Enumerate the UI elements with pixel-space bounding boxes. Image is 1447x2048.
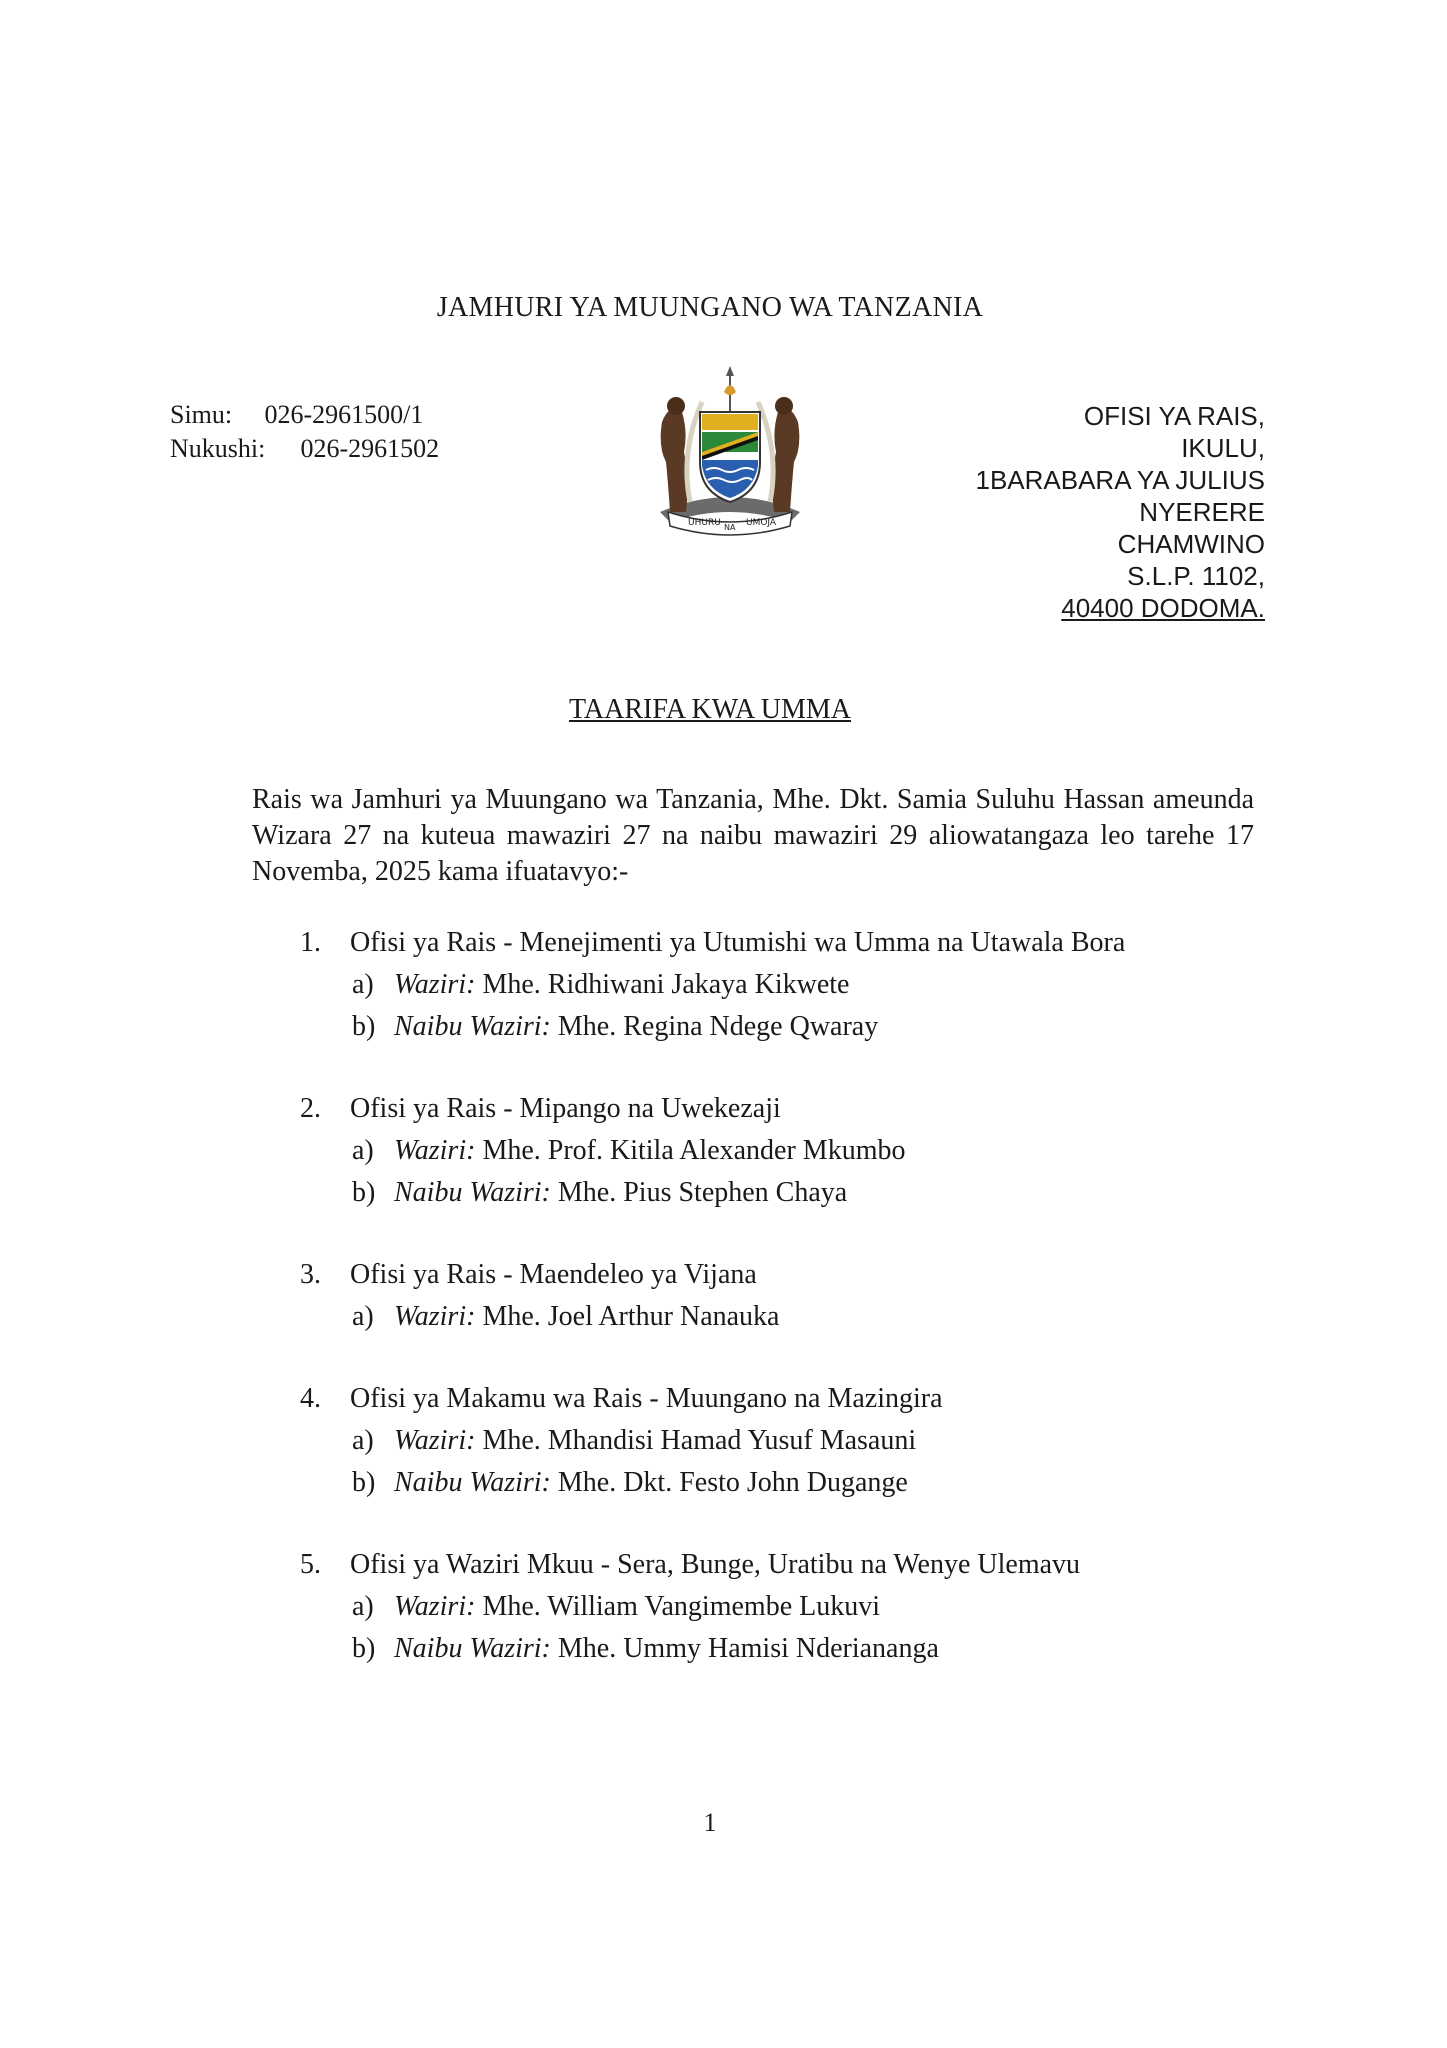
address-line: OFISI YA RAIS, — [1083, 401, 1265, 431]
ministry-item — [300, 1254, 1260, 1338]
ministry-heading — [300, 922, 1260, 964]
address-line: NYERERE — [1139, 497, 1265, 527]
appointee-name: Mhe. William Vangimembe Lukuvi — [482, 1591, 881, 1622]
fax-label: Nukushi: — [170, 434, 266, 463]
fax-row — [170, 432, 439, 466]
appointee-role: Naibu Waziri: — [394, 1177, 551, 1208]
motto-left: UHURU — [688, 518, 721, 528]
appointee-row — [300, 964, 1260, 1006]
appointee-name: Mhe. Ummy Hamisi Nderiananga — [557, 1633, 939, 1664]
appointee-role: Waziri: — [394, 1301, 476, 1332]
ministry-item — [300, 922, 1260, 1048]
appointee-name: Mhe. Dkt. Festo John Dugange — [557, 1467, 908, 1498]
ministry-item — [300, 1088, 1260, 1214]
appointee-letter: b) — [352, 1011, 376, 1042]
notice-title: TAARIFA KWA UMMA — [569, 694, 851, 725]
tanzania-coat-of-arms-icon — [640, 362, 820, 542]
appointee-row — [300, 1130, 1260, 1172]
appointee-letter: b) — [352, 1633, 376, 1664]
ministry-heading — [300, 1088, 1260, 1130]
appointee-role: Naibu Waziri: — [394, 1633, 551, 1664]
appointee-role: Naibu Waziri: — [394, 1467, 551, 1498]
appointee-role: Waziri: — [394, 1591, 476, 1622]
phone-label: Simu: — [170, 400, 233, 429]
appointee-row — [300, 1006, 1260, 1048]
appointee-letter: a) — [352, 969, 374, 1000]
appointee-name: Mhe. Ridhiwani Jakaya Kikwete — [482, 969, 850, 1000]
appointee-row — [300, 1462, 1260, 1504]
appointee-name: Mhe. Mhandisi Hamad Yusuf Masauni — [482, 1425, 917, 1456]
ministry-number: 2. — [300, 1093, 321, 1124]
document-header-title: JAMHURI YA MUUNGANO WA TANZANIA — [436, 292, 984, 323]
appointee-name: Mhe. Prof. Kitila Alexander Mkumbo — [482, 1135, 906, 1166]
appointee-role: Naibu Waziri: — [394, 1011, 551, 1042]
appointee-letter: a) — [352, 1591, 374, 1622]
appointee-name: Mhe. Pius Stephen Chaya — [557, 1177, 848, 1208]
ministry-heading — [300, 1254, 1260, 1296]
ministry-item — [300, 1378, 1260, 1504]
contact-block — [170, 398, 439, 466]
intro-paragraph: Rais wa Jamhuri ya Muungano wa Tanzania, Mhe. Dkt. Samia Suluhu Hassan ameunda Wizara 27 na kuteua mawaziri 27 na naibu mawaziri 29 aliowatangaza leo tarehe 17 Novemba, 2025 kama ifuatavyo:- — [252, 784, 1254, 887]
appointee-role: Waziri: — [394, 969, 476, 1000]
address-line: 1BARABARA YA JULIUS — [975, 465, 1265, 495]
ministry-name: Ofisi ya Rais - Mipango na Uwekezaji — [350, 1093, 781, 1124]
appointee-name: Mhe. Joel Arthur Nanauka — [482, 1301, 780, 1332]
motto-center: NA — [724, 523, 736, 532]
appointee-letter: b) — [352, 1467, 376, 1498]
address-block — [975, 400, 1265, 624]
appointee-row — [300, 1586, 1260, 1628]
ministry-heading — [300, 1378, 1260, 1420]
address-line: S.L.P. 1102, — [1127, 561, 1265, 591]
phone-value: 026-2961500/1 — [264, 400, 424, 429]
appointee-letter: a) — [352, 1425, 374, 1456]
appointee-role: Waziri: — [394, 1425, 476, 1456]
ministry-number: 4. — [300, 1383, 321, 1414]
appointee-letter: a) — [352, 1301, 374, 1332]
ministry-heading — [300, 1544, 1260, 1586]
ministry-number: 1. — [300, 927, 321, 958]
ministry-name: Ofisi ya Waziri Mkuu - Sera, Bunge, Uratibu na Wenye Ulemavu — [350, 1549, 1081, 1580]
motto-right: UMOJA — [746, 518, 777, 528]
address-line: CHAMWINO — [1117, 529, 1265, 559]
page-number: 1 — [703, 1808, 717, 1837]
appointee-letter: a) — [352, 1135, 374, 1166]
ministry-name: Ofisi ya Rais - Maendeleo ya Vijana — [350, 1259, 757, 1290]
appointee-letter: b) — [352, 1177, 376, 1208]
ministry-list — [300, 922, 1260, 1710]
address-line: 40400 DODOMA. — [1061, 593, 1265, 623]
appointee-row — [300, 1296, 1260, 1338]
ministry-number: 5. — [300, 1549, 321, 1580]
appointee-name: Mhe. Regina Ndege Qwaray — [557, 1011, 879, 1042]
address-line: IKULU, — [1181, 433, 1265, 463]
ministry-number: 3. — [300, 1259, 321, 1290]
appointee-row — [300, 1172, 1260, 1214]
appointee-row — [300, 1628, 1260, 1670]
appointee-role: Waziri: — [394, 1135, 476, 1166]
fax-value: 026-2961502 — [300, 434, 440, 463]
ministry-name: Ofisi ya Rais - Menejimenti ya Utumishi wa Umma na Utawala Bora — [350, 927, 1126, 958]
ministry-item — [300, 1544, 1260, 1670]
ministry-name: Ofisi ya Makamu wa Rais - Muungano na Mazingira — [350, 1383, 943, 1414]
phone-row — [170, 398, 439, 432]
appointee-row — [300, 1420, 1260, 1462]
